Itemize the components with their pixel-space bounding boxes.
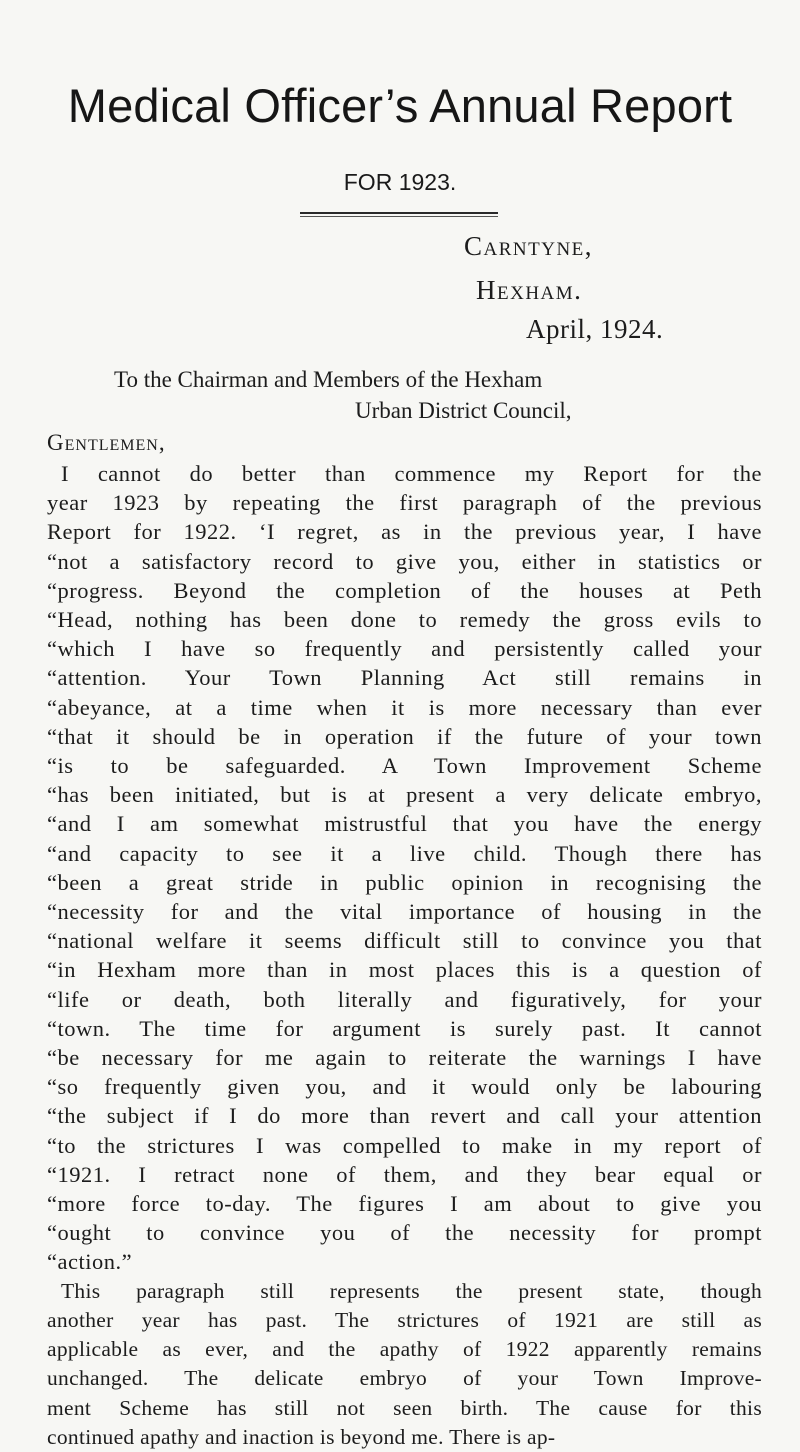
text-line: “is to be safeguarded. A Town Improvement Scheme bbox=[47, 753, 762, 779]
text-line: ment Scheme has still not seen birth. The cause for this bbox=[47, 1395, 762, 1420]
text-line: “national welfare it seems difficult still to convince you that bbox=[47, 928, 762, 954]
address-line-1: Carntyne, bbox=[464, 231, 594, 261]
text-line: “which I have so frequently and persistently called your bbox=[47, 636, 762, 662]
text-line: applicable as ever, and the apathy of 1922 apparently remains bbox=[47, 1337, 762, 1362]
text-line: “be necessary for me again to reiterate the warnings I have bbox=[47, 1045, 762, 1071]
text-line: “necessity for and the vital importance of housing in the bbox=[47, 899, 762, 925]
text-line: I cannot do better than commence my Report for the bbox=[61, 461, 762, 486]
text-line: “ought to convince you of the necessity for prompt bbox=[47, 1220, 762, 1246]
text-line: “Head, nothing has been done to remedy the gross evils to bbox=[47, 607, 762, 633]
text-line: “more force to-day. The figures I am about to give you bbox=[47, 1191, 762, 1217]
report-year: FOR 1923. bbox=[343, 169, 457, 195]
text-line: “in Hexham more than in most places this is a question of bbox=[47, 957, 762, 983]
addressee bbox=[65, 364, 730, 426]
text-line: “has been initiated, but is at present a very delicate embryo, bbox=[47, 782, 762, 808]
report-title: Medical Officer’s Annual Report bbox=[67, 79, 733, 132]
text-line: “action.” bbox=[47, 1249, 133, 1275]
text-line: “not a satisfactory record to give you, either in statistics or bbox=[47, 548, 762, 574]
text-line: “town. The time for argument is surely past. It cannot bbox=[47, 1015, 762, 1041]
text-line: “and I am somewhat mistrustful that you have the energy bbox=[47, 811, 762, 837]
text-line: “been a great stride in public opinion in recognising the bbox=[47, 869, 762, 895]
text-line: year 1923 by repeating the first paragraph of the previous bbox=[47, 490, 762, 516]
text-line: “abeyance, at a time when it is more necessary than ever bbox=[47, 694, 762, 720]
header-divider-secondary bbox=[300, 216, 498, 217]
text-line: “that it should be in operation if the future of your town bbox=[47, 723, 762, 749]
text-line: “so frequently given you, and it would only be labouring bbox=[47, 1074, 762, 1100]
text-line: continued apathy and inaction is beyond me. There is ap- bbox=[47, 1424, 556, 1449]
text-line: “and capacity to see it a live child. Though there has bbox=[47, 840, 762, 866]
text-line: “life or death, both literally and figuratively, for your bbox=[47, 986, 762, 1012]
text-line: another year has past. The strictures of 1921 are still as bbox=[47, 1307, 762, 1332]
letter-body bbox=[47, 459, 762, 1452]
paragraph-1 bbox=[47, 459, 762, 1277]
addressee-line-1: To the Chairman and Members of the Hexham bbox=[114, 367, 543, 392]
text-line: “the subject if I do more than revert and call your attention bbox=[47, 1103, 762, 1129]
text-line: “to the strictures I was compelled to make in my report of bbox=[47, 1132, 762, 1158]
text-line: This paragraph still represents the present state, though bbox=[61, 1278, 762, 1303]
text-line: Report for 1922. ‘I regret, as in the previous year, I have bbox=[47, 519, 762, 545]
text-line: unchanged. The delicate embryo of your Town Improve- bbox=[47, 1366, 762, 1391]
text-line: “attention. Your Town Planning Act still remains in bbox=[47, 665, 762, 691]
header-divider bbox=[300, 212, 498, 214]
address-line-2: Hexham. bbox=[476, 275, 583, 305]
addressee-line-2: Urban District Council, bbox=[355, 398, 572, 423]
text-line: “progress. Beyond the completion of the houses at Peth bbox=[47, 577, 762, 603]
text-line: “1921. I retract none of them, and they bear equal or bbox=[47, 1161, 762, 1187]
greeting: Gentlemen, bbox=[47, 430, 166, 455]
paragraph-2 bbox=[47, 1277, 762, 1452]
letter-date: April, 1924. bbox=[526, 314, 664, 344]
